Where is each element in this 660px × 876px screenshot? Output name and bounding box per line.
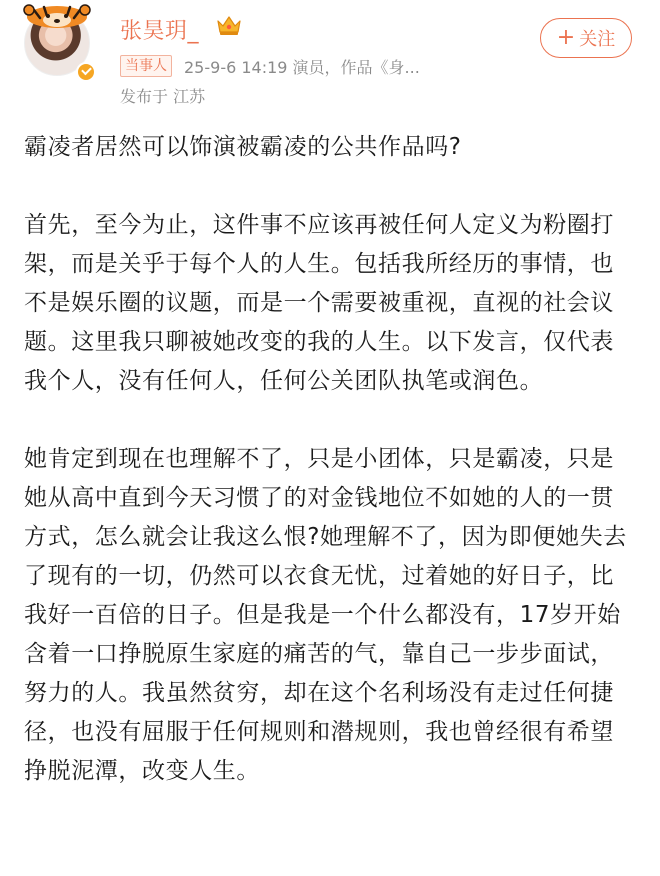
avatar[interactable] bbox=[20, 8, 102, 82]
follow-button[interactable] bbox=[540, 18, 632, 58]
post-paragraph: 霸凌者居然可以饰演被霸凌的公共作品吗? bbox=[24, 134, 462, 160]
post-time-and-bio: 25-9-6 14:19 演员，作品《身... bbox=[184, 57, 420, 77]
crown-icon bbox=[216, 14, 242, 36]
verified-badge-icon bbox=[76, 62, 96, 82]
post-location: 发布于 江苏 bbox=[120, 87, 206, 106]
username[interactable]: 张昊玥_ bbox=[120, 19, 200, 44]
follow-label: 关注 bbox=[579, 29, 616, 50]
post-meta bbox=[120, 54, 420, 78]
party-badge: 当事人 bbox=[120, 55, 172, 77]
tiger-face-icon bbox=[20, 4, 94, 28]
post-body bbox=[24, 128, 636, 830]
post-paragraph: 她肯定到现在也理解不了，只是小团体，只是霸凌，只是她从高中直到今天习惯了的对金钱地位不如她的人的一贯方式，怎么就会让我这么恨?她理解不了，因为即便她失去了现有的一切，仍然可以衣食无忧，过着她的好日子，比我好一百倍的日子。但是我是一个什么都没有，17岁开始含着一口挣脱原生家庭的痛苦的气，靠自己一步步面试，努力的人。我虽然贫穷，却在这个名利场没有走过任何捷径，也没有屈服于任何规则和潜规则，我也曾经很有希望挣脱泥潭，改变人生。 bbox=[24, 446, 627, 784]
plus-icon: + bbox=[556, 25, 576, 50]
post-header bbox=[0, 0, 660, 120]
post-paragraph: 首先，至今为止，这件事不应该再被任何人定义为粉圈打架，而是关乎于每个人的人生。包括我所经历的事情，也不是娱乐圈的议题，而是一个需要被重视，直视的社会议题。这里我只聊被她改变的我的人生。以下发言，仅代表我个人，没有任何人，任何公关团队执笔或润色。 bbox=[24, 212, 614, 394]
